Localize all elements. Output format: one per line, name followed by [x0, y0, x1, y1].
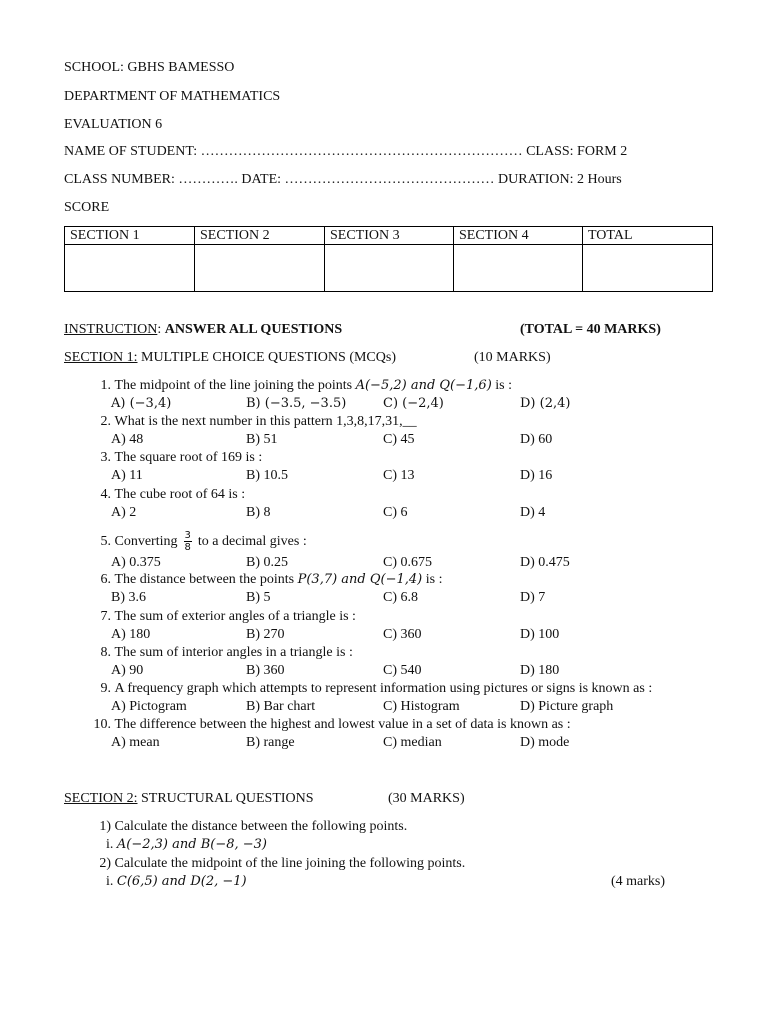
section1-label: SECTION 1:	[64, 350, 138, 365]
score-table	[64, 226, 713, 292]
answer-option[interactable]: A) 2	[111, 505, 137, 520]
mcq-question	[86, 487, 245, 503]
answer-option[interactable]: B) 10.5	[246, 468, 288, 483]
date-label: DATE	[241, 172, 278, 187]
answer-option[interactable]: B) 3.6	[111, 590, 146, 605]
section1-marks: (10 MARKS)	[474, 350, 551, 365]
question-text	[111, 572, 443, 587]
section2-title: STRUCTURAL QUESTIONS	[137, 791, 314, 806]
score-cell[interactable]	[65, 245, 195, 292]
answer-option[interactable]: C) 6	[383, 505, 408, 520]
question-text	[111, 378, 512, 393]
score-cell[interactable]	[325, 245, 454, 292]
question-tail: is :	[491, 378, 513, 393]
answer-option[interactable]: C) 0.675	[383, 555, 432, 570]
structural-question	[86, 819, 407, 835]
fraction-numerator: 3	[184, 530, 191, 541]
answer-option[interactable]: D) 100	[520, 627, 560, 642]
department-name: DEPARTMENT OF MATHEMATICS	[64, 89, 281, 104]
question-text: Calculate the distance between the following points.	[111, 819, 408, 834]
score-header-cell: SECTION 4	[454, 227, 583, 245]
answer-option[interactable]: A) mean	[111, 735, 160, 750]
question-text-part: The sum of interior angles in a triangle is :	[114, 645, 353, 660]
section1-title: MULTIPLE CHOICE QUESTIONS (MCQs)	[137, 350, 396, 365]
section2-marks: (30 MARKS)	[388, 791, 465, 806]
math-expression: C(6,5) and D(2, −1)	[116, 874, 247, 889]
fraction-denominator: 8	[184, 542, 191, 553]
answer-option[interactable]: A) 90	[111, 663, 144, 678]
name-label: NAME OF STUDENT	[64, 144, 194, 159]
instruction-colon: :	[157, 322, 165, 337]
instruction-label: INSTRUCTION	[64, 322, 158, 337]
sub-question-number: i.	[106, 874, 117, 889]
answer-option[interactable]: B) 270	[246, 627, 285, 642]
mcq-question	[86, 609, 356, 625]
question-text	[111, 609, 356, 624]
sub-question	[106, 837, 267, 853]
answer-option[interactable]: D) 7	[520, 590, 546, 605]
question-text-part: What is the next number in this pattern 1,3,8,17,31,__	[114, 414, 417, 429]
question-text: Calculate the midpoint of the line joining the following points.	[111, 856, 466, 871]
question-tail: is :	[422, 572, 443, 587]
mcq-question	[86, 450, 262, 466]
answer-option[interactable]: C) median	[383, 735, 442, 750]
answer-option[interactable]: A) 48	[111, 432, 144, 447]
question-text-part: The sum of exterior angles of a triangle is :	[114, 609, 356, 624]
structural-question	[86, 856, 465, 872]
question-tail: to a decimal gives :	[197, 533, 307, 549]
answer-option[interactable]: B) range	[246, 735, 295, 750]
question-text	[111, 414, 417, 429]
question-number: 5.	[100, 533, 111, 549]
score-header-cell: TOTAL	[583, 227, 713, 245]
answer-option[interactable]: B) 360	[246, 663, 285, 678]
fraction	[184, 530, 192, 553]
question-number: 9.	[100, 681, 111, 696]
question-number: 1)	[99, 819, 111, 834]
question-number: 6.	[100, 572, 111, 587]
answer-option[interactable]: C) 6.8	[383, 590, 418, 605]
answer-option[interactable]: B) (−3.5, −3.5)	[246, 396, 347, 411]
answer-option[interactable]: D) 60	[520, 432, 553, 447]
answer-option[interactable]: B) 0.25	[246, 555, 288, 570]
answer-option[interactable]: A) 180	[111, 627, 151, 642]
mcq-question	[86, 378, 512, 394]
answer-option[interactable]: A) (−3,4)	[111, 396, 172, 411]
question-text	[111, 645, 353, 660]
question-number: 1.	[100, 378, 111, 393]
score-cell[interactable]	[195, 245, 325, 292]
instruction-line	[64, 322, 342, 338]
question-text-part: Converting	[114, 533, 178, 549]
total-marks: (TOTAL = 40 MARKS)	[520, 322, 661, 337]
answer-option[interactable]: C) Histogram	[383, 699, 460, 714]
question-text	[111, 450, 262, 465]
instruction-text: ANSWER ALL QUESTIONS	[164, 322, 343, 337]
question-text	[111, 681, 652, 696]
class-number-label: CLASS NUMBER	[64, 172, 171, 187]
question-text	[111, 487, 245, 502]
answer-option[interactable]: A) 11	[111, 468, 143, 483]
math-expression: P(3,7) and Q(−1,4)	[297, 572, 423, 587]
question-text-part: The square root of 169 is :	[114, 450, 263, 465]
question-number: 2.	[100, 414, 111, 429]
mcq-question	[86, 530, 307, 553]
mcq-question	[86, 681, 652, 697]
answer-option[interactable]: B) 51	[246, 432, 278, 447]
date-dots: : ………………………………………	[277, 172, 499, 187]
answer-option[interactable]: D) (2,4)	[520, 396, 571, 411]
section2-heading	[64, 791, 314, 807]
answer-option[interactable]: D) 4	[520, 505, 546, 520]
answer-option[interactable]: C) 540	[383, 663, 422, 678]
evaluation-title: EVALUATION 6	[64, 117, 163, 132]
mcq-question	[86, 572, 443, 588]
score-cell[interactable]	[454, 245, 583, 292]
math-expression: A(−5,2) and Q(−1,6)	[355, 378, 492, 393]
answer-option[interactable]: C) 360	[383, 627, 422, 642]
score-cell[interactable]	[583, 245, 713, 292]
school-name: SCHOOL: GBHS BAMESSO	[64, 60, 235, 75]
duration: DURATION: 2 Hours	[498, 172, 622, 187]
question-text-part: The midpoint of the line joining the points	[114, 378, 356, 393]
score-header-cell: SECTION 2	[195, 227, 325, 245]
question-number: 8.	[100, 645, 111, 660]
sub-question-number: i.	[106, 837, 117, 852]
answer-option[interactable]: A) 0.375	[111, 555, 161, 570]
score-label: SCORE	[64, 200, 110, 215]
answer-option[interactable]: B) 8	[246, 505, 271, 520]
question-number: 7.	[100, 609, 111, 624]
class-number-dots: : ………….	[170, 172, 242, 187]
question-number: 10.	[93, 717, 111, 732]
question-number: 4.	[100, 487, 111, 502]
answer-option[interactable]: D) Picture graph	[520, 699, 614, 714]
answer-option[interactable]: B) 5	[246, 590, 271, 605]
question-text-part: The distance between the points	[114, 572, 298, 587]
mcq-question	[86, 717, 571, 733]
answer-option[interactable]: C) (−2,4)	[383, 396, 444, 411]
class-number-line	[64, 172, 622, 188]
score-header-cell: SECTION 1	[65, 227, 195, 245]
math-expression: A(−2,3) and B(−8, −3)	[116, 837, 267, 852]
answer-option[interactable]: A) Pictogram	[111, 699, 187, 714]
question-text-part: The cube root of 64 is :	[114, 487, 246, 502]
class-label: CLASS: FORM 2	[526, 144, 628, 159]
score-table-header	[65, 227, 713, 245]
answer-option[interactable]: C) 13	[383, 468, 415, 483]
mcq-question	[86, 414, 417, 430]
answer-option[interactable]: D) 180	[520, 663, 560, 678]
answer-option[interactable]: D) 16	[520, 468, 553, 483]
answer-option[interactable]: D) mode	[520, 735, 570, 750]
section2-label: SECTION 2:	[64, 791, 138, 806]
question-text	[111, 717, 571, 732]
answer-option[interactable]: B) Bar chart	[246, 699, 316, 714]
question-text-part: A frequency graph which attempts to represent information using pictures or signs is known as :	[114, 681, 653, 696]
question-marks: (4 marks)	[611, 874, 666, 889]
question-text	[111, 530, 307, 553]
answer-option[interactable]: C) 45	[383, 432, 415, 447]
question-number: 2)	[99, 856, 111, 871]
score-header-cell: SECTION 3	[325, 227, 454, 245]
name-dots: : ……………………………………………………………	[193, 144, 527, 159]
student-name-line	[64, 144, 627, 160]
section1-heading	[64, 350, 396, 366]
question-number: 3.	[100, 450, 111, 465]
sub-question	[106, 874, 247, 890]
score-table-row	[65, 245, 713, 292]
mcq-question	[86, 645, 353, 661]
question-text-part: The difference between the highest and lowest value in a set of data is known as :	[114, 717, 571, 732]
answer-option[interactable]: D) 0.475	[520, 555, 570, 570]
